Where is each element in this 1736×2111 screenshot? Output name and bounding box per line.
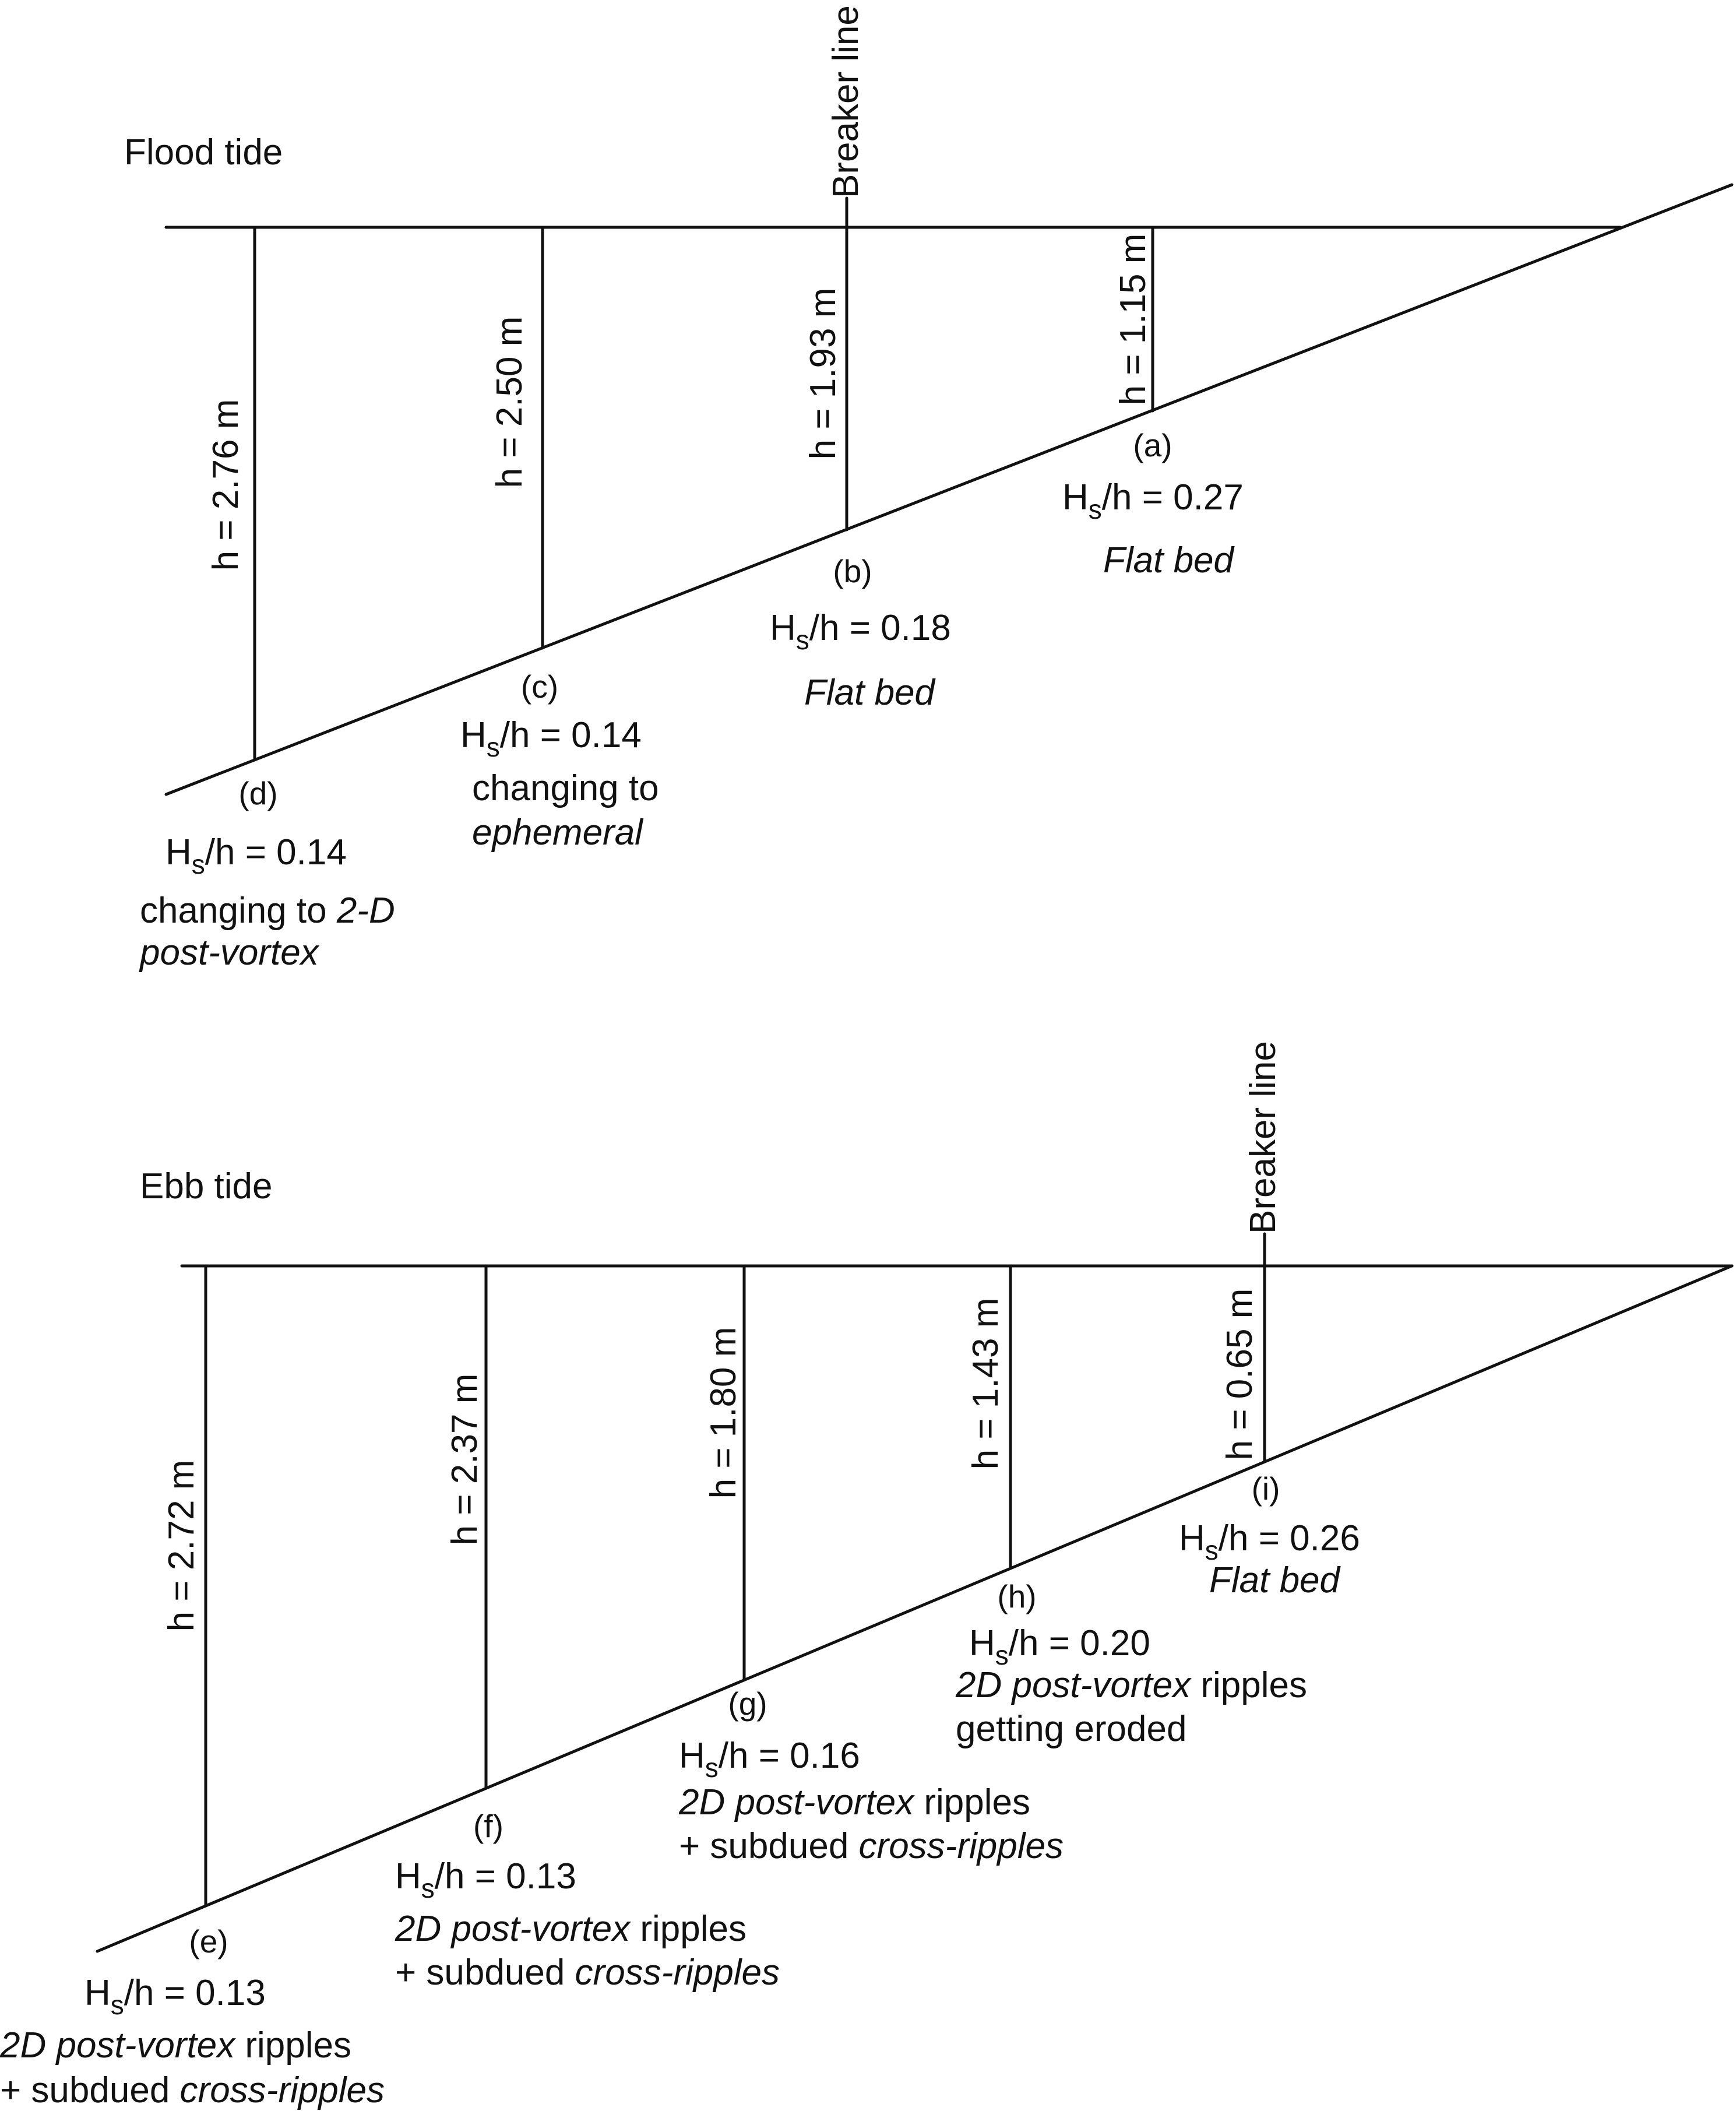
ebb-depth-label-i: h = 0.65 m	[1220, 1288, 1260, 1461]
ebb-depth-label-f: h = 2.37 m	[445, 1373, 485, 1546]
station-id: (g)	[728, 1686, 767, 1722]
station-id: (i)	[1251, 1470, 1280, 1507]
flood-bed-slope-line	[166, 185, 1732, 794]
hs-subscript: s	[486, 732, 500, 762]
hs-value: /h = 0.27	[1101, 477, 1244, 518]
station-id: (b)	[833, 553, 872, 589]
flood-station-a	[1062, 427, 1244, 580]
hs-ratio	[969, 1623, 1150, 1670]
hs-symbol: H	[460, 715, 487, 755]
bedform-note: Flat bed	[804, 673, 935, 713]
hs-ratio	[679, 1736, 860, 1783]
hs-value: /h = 0.26	[1218, 1518, 1360, 1558]
hs-value: /h = 0.13	[124, 1973, 266, 2013]
hs-ratio	[165, 832, 347, 879]
flood-station-d	[139, 775, 395, 973]
bedform-note-line2: getting eroded	[956, 1709, 1187, 1749]
bedform-note-line2: + subdued cross-ripples	[0, 2070, 385, 2110]
flood-depth-label-c: h = 2.50 m	[490, 316, 530, 488]
station-id: (f)	[473, 1808, 503, 1844]
hs-subscript: s	[191, 849, 205, 879]
hs-value: /h = 0.14	[499, 715, 642, 755]
ebb-depth-label-h: h = 1.43 m	[966, 1297, 1006, 1470]
ebb-station-i	[1179, 1470, 1360, 1600]
bedform-note-line2: ephemeral	[472, 812, 643, 853]
flood-station-c	[460, 669, 659, 853]
flood-breaker-line-label: Breaker line	[826, 5, 866, 198]
bedform-note: Flat bed	[1103, 540, 1234, 580]
station-id: (a)	[1133, 427, 1172, 463]
ebb-tide-panel	[0, 1041, 1732, 2110]
flood-station-b	[770, 553, 951, 713]
hs-symbol: H	[165, 832, 192, 872]
station-id: (d)	[238, 775, 278, 811]
hs-symbol: H	[1179, 1518, 1205, 1558]
flood-depth-label-d: h = 2.76 m	[206, 399, 246, 571]
hs-subscript: s	[795, 625, 809, 655]
hs-subscript: s	[1205, 1535, 1219, 1565]
bedform-note: Flat bed	[1209, 1560, 1340, 1600]
flood-tide-panel	[124, 5, 1732, 973]
ebb-depth-label-e: h = 2.72 m	[161, 1459, 202, 1632]
bedform-note-line1: changing to 2-D	[140, 891, 395, 931]
ebb-breaker-line-label: Breaker line	[1243, 1041, 1283, 1234]
hs-symbol: H	[969, 1623, 995, 1663]
hs-value: /h = 0.20	[1008, 1623, 1150, 1663]
hs-symbol: H	[770, 608, 796, 648]
hs-subscript: s	[1088, 494, 1102, 525]
hs-ratio	[770, 608, 951, 655]
hs-ratio	[395, 1856, 576, 1904]
bedform-note-line2: + subdued cross-ripples	[395, 1952, 780, 1993]
bedform-note-line1: 2D post-vortex ripples	[956, 1665, 1308, 1705]
ebb-tide-title: Ebb tide	[140, 1166, 273, 1206]
hs-ratio	[1062, 477, 1244, 525]
flood-depth-label-a: h = 1.15 m	[1113, 233, 1153, 406]
bedform-note-line1: 2D post-vortex ripples	[679, 1782, 1031, 1823]
ebb-station-h	[955, 1578, 1307, 1749]
bedform-note-line1: 2D post-vortex ripples	[395, 1909, 747, 1949]
hs-value: /h = 0.14	[205, 832, 347, 872]
flood-tide-title: Flood tide	[124, 132, 283, 173]
hs-symbol: H	[679, 1736, 705, 1776]
bedform-note-line2: + subdued cross-ripples	[679, 1826, 1064, 1866]
flood-depth-label-b: h = 1.93 m	[803, 287, 843, 460]
hs-ratio	[1179, 1518, 1360, 1565]
hs-subscript: s	[995, 1640, 1009, 1670]
ebb-station-e	[0, 1923, 385, 2110]
hs-subscript: s	[421, 1873, 435, 1904]
hs-ratio	[84, 1973, 266, 2020]
bedform-note-line2: post-vortex	[140, 933, 319, 973]
bedform-note-line1: changing to	[472, 768, 659, 808]
hs-ratio	[460, 715, 642, 762]
hs-value: /h = 0.16	[718, 1736, 860, 1776]
station-id: (e)	[189, 1923, 228, 1959]
hs-subscript: s	[705, 1753, 719, 1783]
hs-symbol: H	[1062, 477, 1089, 518]
hs-subscript: s	[110, 1990, 124, 2020]
ebb-depth-label-g: h = 1.80 m	[703, 1327, 744, 1499]
station-id: (h)	[997, 1578, 1037, 1614]
hs-value: /h = 0.18	[809, 608, 951, 648]
station-id: (c)	[520, 669, 559, 705]
hs-symbol: H	[395, 1856, 421, 1897]
bedform-note-line1: 2D post-vortex ripples	[0, 2025, 352, 2066]
hs-symbol: H	[84, 1973, 111, 2013]
hs-value: /h = 0.13	[434, 1856, 576, 1897]
